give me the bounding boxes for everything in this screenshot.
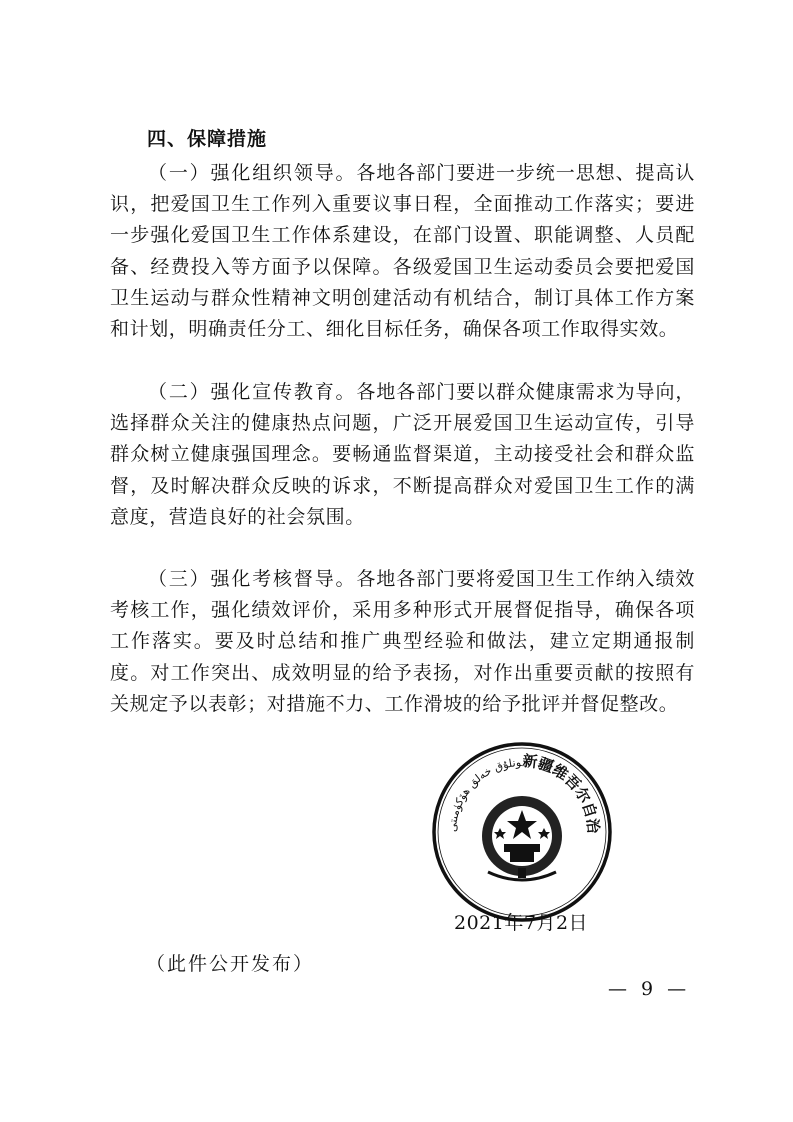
seal-icon	[430, 740, 614, 924]
paragraph-lead: （三）强化考核督导。	[148, 568, 357, 590]
paragraph-body: 各地各部门要以群众健康需求为导向，选择群众关注的健康热点问题，广泛开展爱国卫生运动宣传，引导群众树立健康强国理念。要畅通监督渠道，主动接受社会和群众监督，及时解决群众反映的诉求，不断提高群众对爱国卫生工作的满意度，营造良好的社会氛围。	[110, 381, 695, 528]
publication-note: （此件公开发布）	[146, 953, 315, 975]
paragraph-body: 各地各部门要进一步统一思想、提高认识，把爱国卫生工作列入重要议事日程，全面推动工作落实；要进一步强化爱国卫生工作体系建设，在部门设置、职能调整、人员配备、经费投入等方面予以保障。各级爱国卫生运动委员会要把爱国卫生运动与群众性精神文明创建活动有机结合，制订具体工作方案和计划，明确责任分工、细化目标任务，确保各项工作取得实效。	[110, 162, 695, 341]
paragraph-lead: （二）强化宣传教育。	[148, 381, 357, 403]
government-seal	[430, 740, 614, 924]
signature-date: 2021年7月2日	[454, 912, 589, 934]
seal-text-uyghur: ونلۇق خەلق ھۆكۈمىتى	[445, 755, 522, 833]
paragraph-body: 各地各部门要将爱国卫生工作纳入绩效考核工作，强化绩效评价，采用多种形式开展督促指导，确保各项工作落实。要及时总结和推广典型经验和做法，建立定期通报制度。对工作突出、成效明显的给予表扬，对作出重要贡献的按照有关规定予以表彰；对措施不力、工作滑坡的给予批评并督促整改。	[110, 568, 695, 715]
paragraph-organization	[110, 158, 695, 345]
national-emblem-icon	[482, 796, 562, 880]
paragraph-publicity	[110, 377, 695, 533]
paragraph-lead: （一）强化组织领导。	[148, 162, 357, 184]
section-heading: 四、保障措施	[147, 128, 268, 150]
page-number: — 9 —	[608, 978, 691, 1000]
seal-text-chinese: 新疆维吾尔自治	[521, 751, 603, 835]
paragraph-assessment	[110, 564, 695, 720]
